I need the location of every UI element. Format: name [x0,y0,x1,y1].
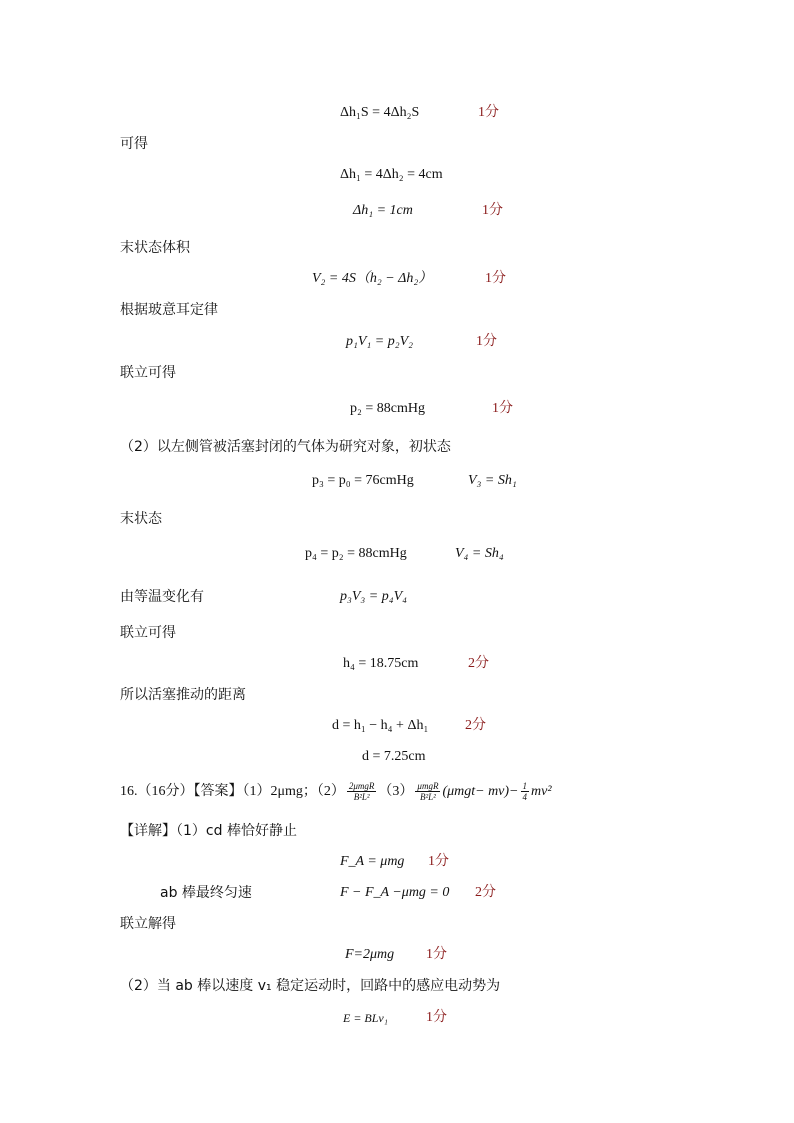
fraction-denominator: B²L² [419,792,436,802]
equation-line: d = h₁ − h₄ + Δh₁ [332,718,429,733]
answer-text: （3） [378,783,414,799]
equation-line: Δh₁S = 4Δh₂S [340,105,420,120]
fraction-denominator: B²L² [353,792,370,802]
equation-line: p₁V₁ = p₂V₂ [346,334,414,349]
text-line: 所以活塞推动的距离 [120,687,246,703]
text-line: 【详解】（1）cd 棒恰好静止 [120,823,297,839]
score-label: 2分 [475,885,496,900]
fraction-numerator: 1 [522,781,528,791]
text-line: （2）当 ab 棒以速度 v₁ 稳定运动时，回路中的感应电动势为 [120,978,501,994]
score-label: 2分 [468,656,489,671]
score-label: 1分 [426,1010,447,1025]
score-label: 1分 [426,947,447,962]
answer-text: mv² [531,783,552,799]
equation-line: F=2μmg [345,947,395,962]
equation-line: d = 7.25cm [362,749,426,764]
equation-line: p₃V₃ = p₄V₄ [340,589,408,604]
score-label: 1分 [478,105,499,120]
text-line: 联立解得 [120,916,176,932]
equation-line: Δh₁ = 1cm [353,203,413,218]
fraction [521,781,530,802]
text-line: 末状态体积 [120,240,190,256]
text-line: ab 棒最终匀速 [160,885,252,901]
fraction [347,781,377,802]
score-label: 1分 [485,271,506,286]
text-line: 联立可得 [120,625,176,641]
fraction-numerator: μmgR [417,781,439,791]
fraction [415,781,440,802]
equation-line: p₄ = p₂ = 88cmHg [305,546,407,561]
text-line: 根据玻意耳定律 [120,302,218,318]
equation-line: h₄ = 18.75cm [343,656,419,671]
text-line: 联立可得 [120,365,176,381]
fraction-numerator: 2μmgR [348,781,375,791]
equation-line: p₂ = 88cmHg [350,401,425,416]
text-line: （2）以左侧管被活塞封闭的气体为研究对象，初状态 [120,439,451,455]
score-label: 2分 [465,718,486,733]
text-line: 由等温变化有 [120,589,204,605]
score-label: 1分 [492,401,513,416]
answer-text: 16.（16分）【答案】（1）2μmg；（2） [120,783,345,799]
equation-line: V₂ = 4S（h₂ − Δh₂） [312,271,433,286]
score-label: 1分 [476,334,497,349]
equation-line: F_A = μmg [340,854,405,869]
equation-line: V₃ = Sh₁ [468,473,517,488]
text-line: 末状态 [120,511,162,527]
answer-text: (μmgt− mv)− [442,783,519,799]
answer-line [120,781,552,802]
equation-line: Δh₁ = 4Δh₂ = 4cm [340,167,443,182]
fraction-denominator: 4 [522,792,528,802]
equation-line: V₄ = Sh₄ [455,546,504,561]
score-label: 1分 [482,203,503,218]
score-label: 1分 [428,854,449,869]
equation-line: E = BLv₁ [343,1011,388,1025]
text-line: 可得 [120,136,148,152]
equation-line: F − F_A −μmg = 0 [340,885,450,900]
equation-line: p₃ = p₀ = 76cmHg [312,473,414,488]
